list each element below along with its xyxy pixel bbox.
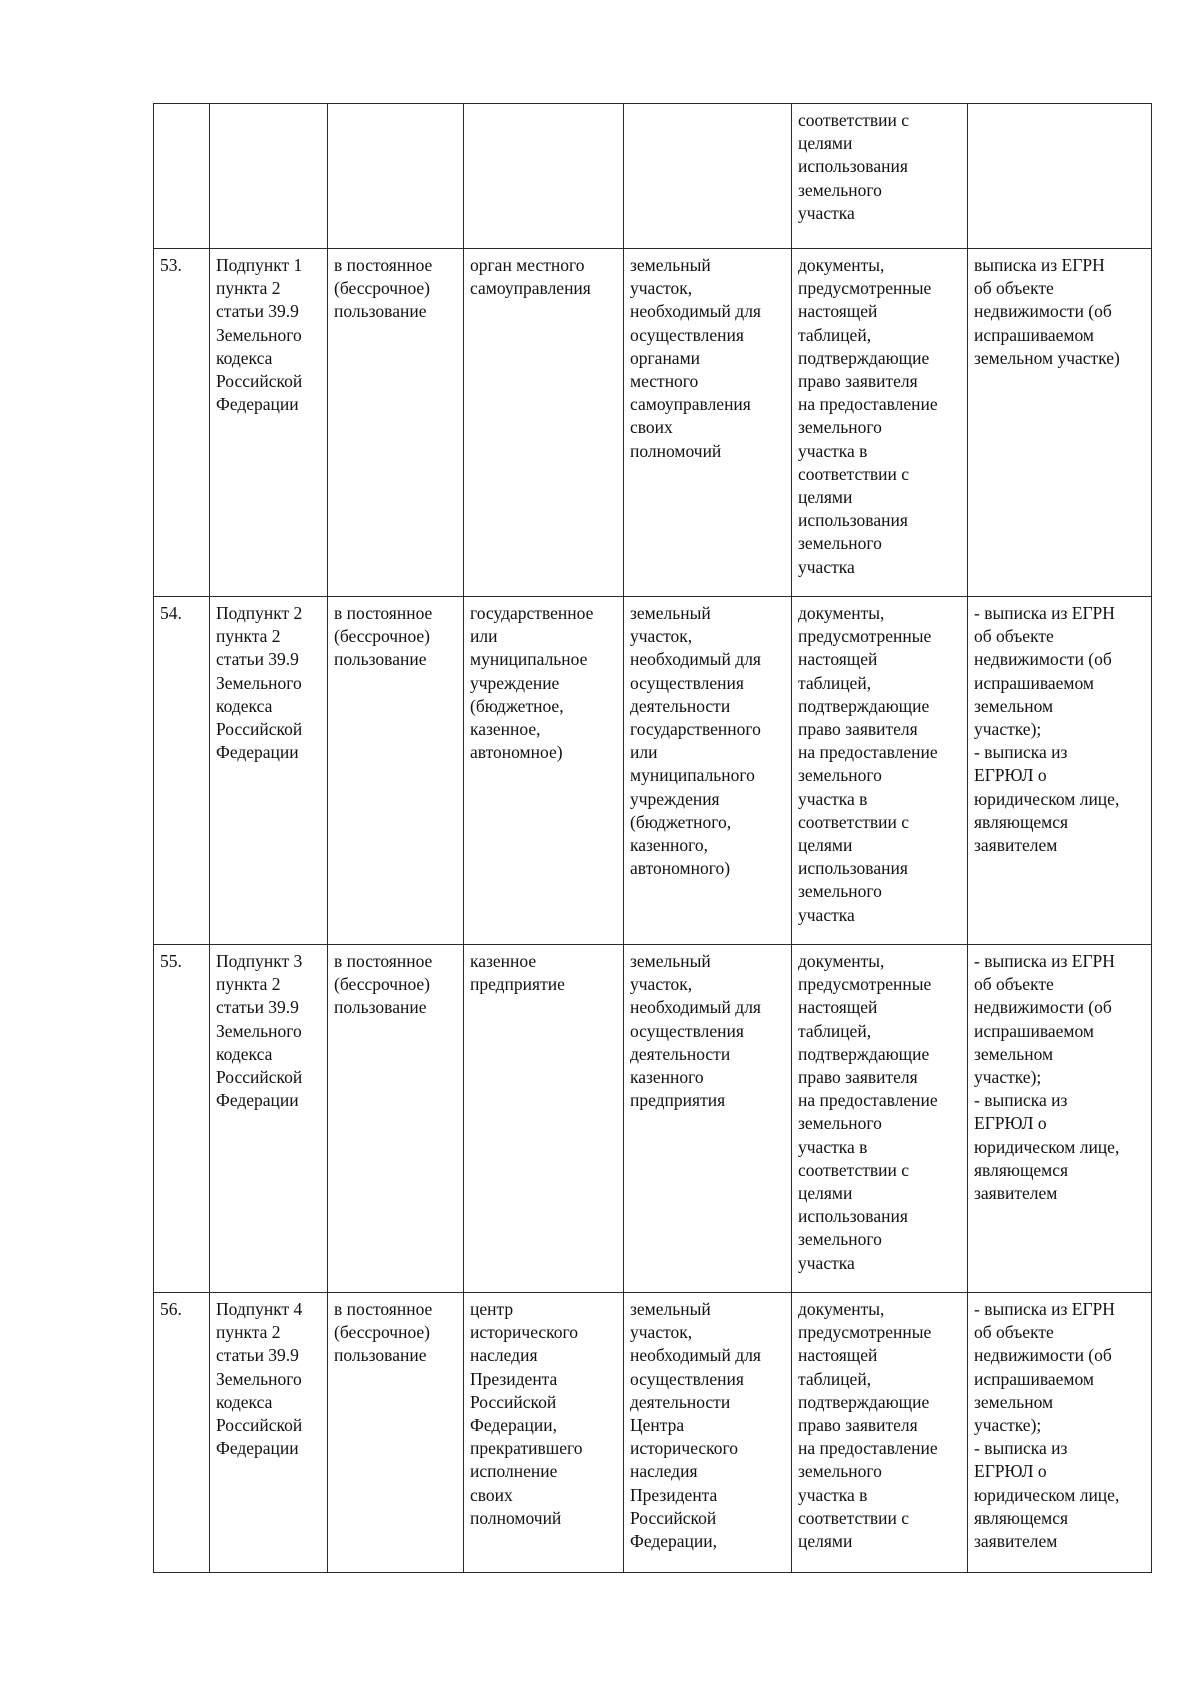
land-plot-cell: земельный участок, необходимый для осуществления деятельности государственного или муниципального учреждения (бюджетного, казенного, автономного) xyxy=(624,597,792,945)
land-provision-table xyxy=(153,103,1152,1573)
required-documents-cell: документы, предусмотренные настоящей таблицей, подтверждающие право заявителя на предоставление земельного участка в соответствии с целями использования земельного участка xyxy=(792,597,968,945)
row-number-cell xyxy=(154,104,210,249)
table-row-continuation xyxy=(154,104,1152,249)
table-row-55 xyxy=(154,945,1152,1293)
article-cell: Подпункт 4 пункта 2 статьи 39.9 Земельного кодекса Российской Федерации xyxy=(210,1293,328,1573)
land-plot-cell: земельный участок, необходимый для осуществления деятельности казенного предприятия xyxy=(624,945,792,1293)
right-type-cell xyxy=(328,104,464,249)
row-number-cell: 54. xyxy=(154,597,210,945)
right-type-cell: в постоянное (бессрочное) пользование xyxy=(328,249,464,597)
land-plot-cell xyxy=(624,104,792,249)
table-row-53 xyxy=(154,249,1152,597)
land-plot-cell: земельный участок, необходимый для осуществления органами местного самоуправления своих полномочий xyxy=(624,249,792,597)
right-type-cell: в постоянное (бессрочное) пользование xyxy=(328,597,464,945)
article-cell: Подпункт 2 пункта 2 статьи 39.9 Земельного кодекса Российской Федерации xyxy=(210,597,328,945)
required-documents-cell: соответствии с целями использования земельного участка xyxy=(792,104,968,249)
requested-documents-cell xyxy=(968,104,1152,249)
applicant-cell: казенное предприятие xyxy=(464,945,624,1293)
article-cell: Подпункт 1 пункта 2 статьи 39.9 Земельного кодекса Российской Федерации xyxy=(210,249,328,597)
land-plot-cell: земельный участок, необходимый для осуществления деятельности Центра исторического наследия Президента Российской Федерации, xyxy=(624,1293,792,1573)
article-cell: Подпункт 3 пункта 2 статьи 39.9 Земельного кодекса Российской Федерации xyxy=(210,945,328,1293)
applicant-cell xyxy=(464,104,624,249)
right-type-cell: в постоянное (бессрочное) пользование xyxy=(328,1293,464,1573)
requested-documents-cell: - выписка из ЕГРН об объекте недвижимости (об испрашиваемом земельном участке); - выписка из ЕГРЮЛ о юридическом лице, являющемся заявителем xyxy=(968,597,1152,945)
row-number-cell: 56. xyxy=(154,1293,210,1573)
applicant-cell: государственное или муниципальное учреждение (бюджетное, казенное, автономное) xyxy=(464,597,624,945)
row-number-cell: 53. xyxy=(154,249,210,597)
required-documents-cell: документы, предусмотренные настоящей таблицей, подтверждающие право заявителя на предоставление земельного участка в соответствии с целями использования земельного участка xyxy=(792,945,968,1293)
requested-documents-cell: выписка из ЕГРН об объекте недвижимости (об испрашиваемом земельном участке) xyxy=(968,249,1152,597)
applicant-cell: орган местного самоуправления xyxy=(464,249,624,597)
requested-documents-cell: - выписка из ЕГРН об объекте недвижимости (об испрашиваемом земельном участке); - выписка из ЕГРЮЛ о юридическом лице, являющемся заявителем xyxy=(968,945,1152,1293)
row-number-cell: 55. xyxy=(154,945,210,1293)
requested-documents-cell: - выписка из ЕГРН об объекте недвижимости (об испрашиваемом земельном участке); - выписка из ЕГРЮЛ о юридическом лице, являющемся заявителем xyxy=(968,1293,1152,1573)
table-row-56 xyxy=(154,1293,1152,1573)
required-documents-cell: документы, предусмотренные настоящей таблицей, подтверждающие право заявителя на предоставление земельного участка в соответствии с целями xyxy=(792,1293,968,1573)
applicant-cell: центр исторического наследия Президента Российской Федерации, прекратившего исполнение своих полномочий xyxy=(464,1293,624,1573)
required-documents-cell: документы, предусмотренные настоящей таблицей, подтверждающие право заявителя на предоставление земельного участка в соответствии с целями использования земельного участка xyxy=(792,249,968,597)
table-row-54 xyxy=(154,597,1152,945)
article-cell xyxy=(210,104,328,249)
right-type-cell: в постоянное (бессрочное) пользование xyxy=(328,945,464,1293)
